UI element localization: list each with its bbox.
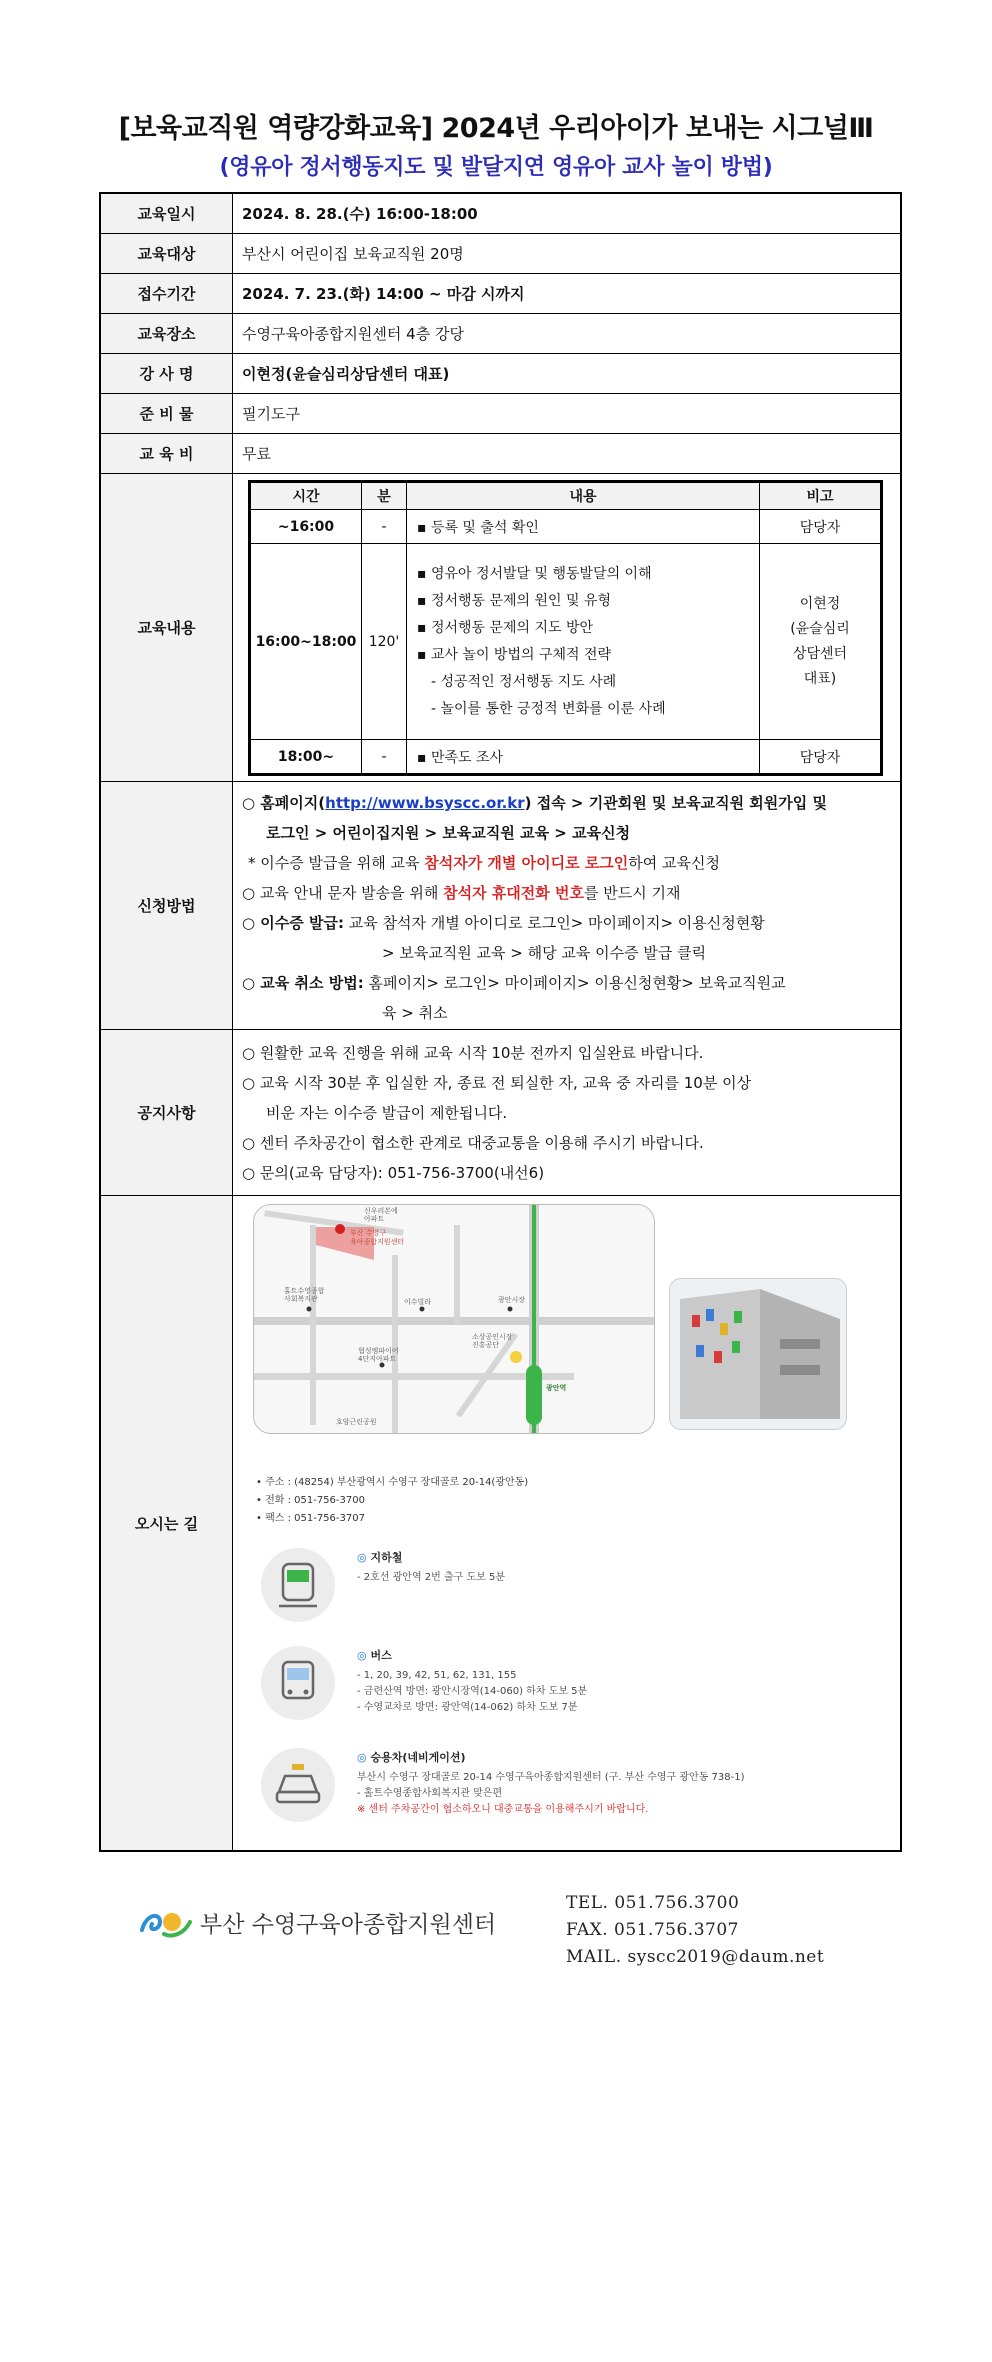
schedule-note: 담당자 xyxy=(760,510,881,544)
label-fee: 교 육 비 xyxy=(101,434,233,473)
map-label-welfare: 홀트수영종합 사회복지관 xyxy=(284,1287,325,1303)
row-period xyxy=(101,274,900,314)
notice-item: ○ 원활한 교육 진행을 위해 교육 시작 10분 전까지 입실완료 바랍니다. xyxy=(242,1044,704,1062)
schedule-header-min: 분 xyxy=(362,483,407,510)
apply-text: ○ 교육 안내 문자 발송을 위해 xyxy=(242,884,444,902)
map-label-apt2: 협성엠파이어 4단지아파트 xyxy=(358,1347,399,1363)
org-name: 부산 수영구육아종합지원센터 xyxy=(200,1911,497,1938)
contact-info xyxy=(256,1474,528,1528)
schedule-subitem: - 성공적인 정서행동 지도 사례 xyxy=(431,673,617,690)
row-lecturer xyxy=(101,354,900,394)
row-notice xyxy=(101,1030,900,1196)
transport-title: 승용차(네비게이션) xyxy=(370,1751,466,1764)
footer-fax: FAX. 051.756.3707 xyxy=(566,1920,739,1940)
transport-line: - 금련산역 방면: 광안시장역(14-060) 하차 도보 5분 xyxy=(357,1686,588,1697)
map-label-sosang: 소상공인시장 진흥공단 xyxy=(472,1333,513,1349)
schedule-header-note: 비고 xyxy=(760,483,881,510)
page-title: [보육교직원 역량강화교육] 2024년 우리아이가 보내는 시그널Ⅲ xyxy=(118,113,874,144)
value-target: 부산시 어린이집 보육교직원 20명 xyxy=(242,245,464,263)
apply-text: ○ 교육 취소 방법: xyxy=(242,974,364,992)
schedule-note: 이현정 (윤슬심리 상담센터 대표) xyxy=(760,544,881,740)
transport-line: - 2호선 광안역 2번 출구 도보 5분 xyxy=(357,1572,506,1583)
apply-highlight: 참석자가 개별 아이디로 로그인 xyxy=(424,854,629,872)
schedule-item: ▪ 정서행동 문제의 지도 방안 xyxy=(417,619,594,636)
schedule-time: 16:00~18:00 xyxy=(251,544,362,740)
schedule-item: ▪ 정서행동 문제의 원인 및 유형 xyxy=(417,592,612,609)
info-phone: • 전화 : 051-756-3700 xyxy=(256,1495,365,1506)
row-target xyxy=(101,234,900,274)
subway-icon xyxy=(261,1548,335,1622)
map-label-pharmacy: 이수빌라 xyxy=(404,1298,432,1306)
row-place xyxy=(101,314,900,354)
bus-icon xyxy=(261,1646,335,1720)
notice-list xyxy=(242,1038,892,1188)
value-supplies: 필기도구 xyxy=(242,405,300,423)
row-directions xyxy=(101,1196,900,1850)
apply-text: ○ 이수증 발급: xyxy=(242,914,344,932)
info-table xyxy=(99,192,902,1852)
schedule-subitem: - 놀이를 통한 긍정적 변화를 이룬 사례 xyxy=(431,700,666,717)
schedule-header-time: 시간 xyxy=(251,483,362,510)
label-lecturer: 강 사 명 xyxy=(101,354,233,393)
label-period: 접수기간 xyxy=(101,274,233,313)
schedule-item: ▪ 만족도 조사 xyxy=(407,740,760,774)
schedule-row xyxy=(251,740,881,774)
label-directions: 오시는 길 xyxy=(101,1196,233,1850)
building-photo xyxy=(669,1278,847,1430)
row-fee xyxy=(101,434,900,474)
map-label-apt: 신우리본에 아파트 xyxy=(364,1207,398,1223)
label-date: 교육일시 xyxy=(101,194,233,233)
label-notice: 공지사항 xyxy=(101,1030,233,1195)
value-lecturer: 이현정(윤슬심리상담센터 대표) xyxy=(242,365,450,383)
apply-text: 를 반드시 기재 xyxy=(583,884,681,902)
schedule-note: 담당자 xyxy=(760,740,881,774)
transport-line: - 홀트수영종합사회복지관 맞은편 xyxy=(357,1788,503,1799)
apply-highlight: 참석자 휴대전화 번호 xyxy=(443,884,584,902)
transport-title: 지하철 xyxy=(370,1551,403,1564)
transport-title: 버스 xyxy=(370,1649,392,1662)
apply-text: ) 접속 > 기관회원 및 보육교직원 회원가입 및 xyxy=(524,794,827,812)
schedule-item: ▪ 등록 및 출석 확인 xyxy=(407,510,760,544)
apply-text: ○ 홈페이지( xyxy=(242,794,326,812)
apply-instructions xyxy=(242,788,892,1028)
value-place: 수영구육아종합지원센터 4층 강당 xyxy=(242,325,464,343)
car-icon xyxy=(261,1748,335,1822)
apply-text: 교육 참석자 개별 아이디로 로그인> 마이페이지> 이용신청현황 xyxy=(343,914,765,932)
apply-text: > 보육교직원 교육 > 해당 교육 이수증 발급 클릭 xyxy=(382,944,707,962)
org-logo xyxy=(138,1904,496,1940)
notice-item: ○ 센터 주차공간이 협소한 관계로 대중교통을 이용해 주시기 바랍니다. xyxy=(242,1134,704,1152)
row-content xyxy=(101,474,900,782)
value-period: 2024. 7. 23.(화) 14:00 ~ 마감 시까지 xyxy=(242,285,525,303)
schedule-min: - xyxy=(362,740,407,774)
schedule-min: - xyxy=(362,510,407,544)
apply-text: 육 > 취소 xyxy=(382,1004,448,1022)
schedule-item: ▪ 영유아 정서발달 및 행동발달의 이해 xyxy=(417,565,652,582)
homepage-link[interactable]: http://www.bsyscc.or.kr xyxy=(325,794,525,812)
transport-line: - 1, 20, 39, 42, 51, 62, 131, 155 xyxy=(357,1670,517,1681)
footer-contact xyxy=(566,1890,824,1971)
schedule-header-content: 내용 xyxy=(407,483,760,510)
value-date: 2024. 8. 28.(수) 16:00-18:00 xyxy=(242,205,478,223)
transport-bus: ◎ 버스 - 1, 20, 39, 42, 51, 62, 131, 155 - 금련산역 방면: 광안시장역(14-060) 하차 도보 5분 - 수영교차로 방면: 광안역(14-062) 하차 도보 7분 xyxy=(261,1646,861,1726)
schedule-time: 18:00~ xyxy=(251,740,362,774)
map-label-center: 부산 수영구 육아종합지원센터 xyxy=(350,1229,405,1246)
row-apply xyxy=(101,782,900,1030)
transport-line: - 수영교차로 방면: 광안역(14-062) 하차 도보 7분 xyxy=(357,1702,578,1713)
page-subtitle: (영유아 정서행동지도 및 발달지연 영유아 교사 놀이 방법) xyxy=(219,155,773,180)
map-graphic xyxy=(254,1205,654,1433)
map-label-market: 광안시장 xyxy=(498,1296,526,1304)
value-fee: 무료 xyxy=(242,445,271,463)
info-address: • 주소 : (48254) 부산광역시 수영구 장대골로 20-14(광안동) xyxy=(256,1477,529,1488)
label-supplies: 준 비 물 xyxy=(101,394,233,433)
label-apply: 신청방법 xyxy=(101,782,233,1029)
transport-car: ◎ 승용차(네비게이션) 부산시 수영구 장대골로 20-14 수영구육아종합지원센터 (구. 부산 수영구 광안동 738-1) - 홀트수영종합사회복지관 맞은편 ※ 센터 주차공간이 협소하오니 대중교통을 이용해주시기 바랍니다. xyxy=(261,1748,861,1828)
transport-subway: ◎ 지하철 - 2호선 광안역 2번 출구 도보 5분 xyxy=(261,1548,861,1628)
label-target: 교육대상 xyxy=(101,234,233,273)
row-date xyxy=(101,194,900,234)
row-supplies xyxy=(101,394,900,434)
org-logo-icon xyxy=(138,1904,194,1940)
transport-line: 부산시 수영구 장대골로 20-14 수영구육아종합지원센터 (구. 부산 수영구 광안동 738-1) xyxy=(357,1772,745,1783)
schedule-min: 120' xyxy=(362,544,407,740)
map-label-station: 광안역 xyxy=(546,1384,567,1392)
schedule-item: ▪ 교사 놀이 방법의 구체적 전략 xyxy=(417,646,612,663)
notice-item: ○ 교육 시작 30분 후 입실한 자, 종료 전 퇴실한 자, 교육 중 자리를 10분 이상 xyxy=(242,1074,752,1092)
schedule-time: ~16:00 xyxy=(251,510,362,544)
apply-text: * 이수증 발급을 위해 교육 xyxy=(248,854,425,872)
apply-text: 로그인 > 어린이집지원 > 보육교직원 교육 > 교육신청 xyxy=(266,824,631,842)
apply-text: 홈페이지> 로그인> 마이페이지> 이용신청현황> 보육교직원교 xyxy=(363,974,786,992)
notice-item: 비운 자는 이수증 발급이 제한됩니다. xyxy=(266,1104,508,1122)
footer-tel: TEL. 051.756.3700 xyxy=(566,1893,740,1913)
transport-warning: ※ 센터 주차공간이 협소하오니 대중교통을 이용해주시기 바랍니다. xyxy=(357,1804,649,1815)
map-label-park: 호암근린공원 xyxy=(336,1418,377,1426)
schedule-table xyxy=(248,480,883,776)
schedule-item-list xyxy=(417,561,759,723)
notice-item: ○ 문의(교육 담당자): 051-756-3700(내선6) xyxy=(242,1164,545,1182)
location-map xyxy=(253,1204,655,1434)
label-place: 교육장소 xyxy=(101,314,233,353)
apply-text: 하여 교육신청 xyxy=(628,854,721,872)
info-fax: • 팩스 : 051-756-3707 xyxy=(256,1513,365,1524)
label-content: 교육내용 xyxy=(101,474,233,781)
schedule-row xyxy=(251,544,881,740)
schedule-row xyxy=(251,510,881,544)
footer-mail[interactable]: MAIL. syscc2019@daum.net xyxy=(566,1947,825,1967)
